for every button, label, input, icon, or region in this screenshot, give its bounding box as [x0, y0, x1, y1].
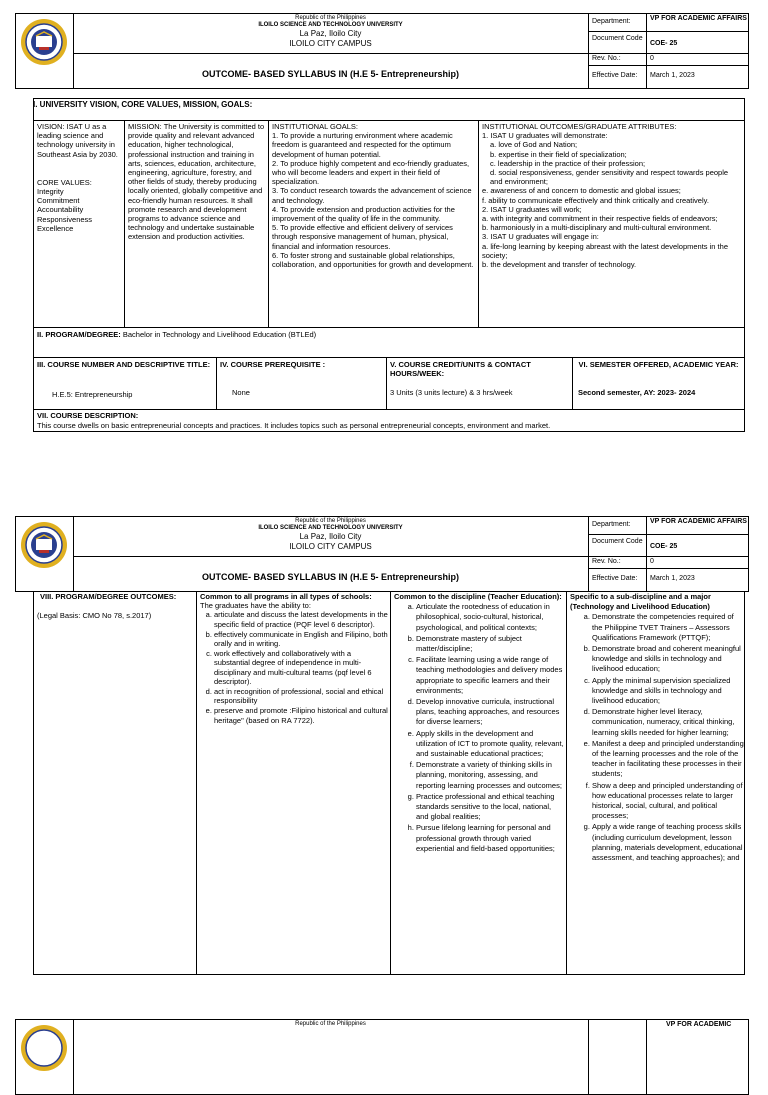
document-title: OUTCOME- BASED SYLLABUS IN (H.E 5- Entrepreneurship)	[201, 572, 460, 582]
rev-value: 0	[650, 558, 654, 565]
department-label: Department:	[592, 18, 631, 25]
institutional-goals: INSTITUTIONAL GOALS: 1. To provide a nurturing environment where academic freedom is guaranteed and respected for the optimum development of human potential. 2. To produce highly competent and eco-friendly graduates, who will become leaders and expert in their field of specialization. 3. To conduct research towards the advancement of science and technology. 4. To provide extension and production activities for the improvement of the quality of life in the community. 5. To provide effective and efficient delivery of services through responsive management of human, physical, financial and information resources. 6. To foster strong and sustainable global relationships, collaboration, and opportunities for growth and development.	[272, 122, 474, 270]
program-outcomes-heading: VIII. PROGRAM/DEGREE OUTCOMES:	[40, 592, 177, 601]
effective-label: Effective Date:	[592, 72, 638, 79]
prerequisite-heading: IV. COURSE PREREQUISITE :	[220, 360, 326, 369]
core-values-list: Integrity Commitment Accountability Responsiveness Excellence	[37, 187, 93, 233]
prerequisite-value: None	[232, 388, 250, 397]
doc-code-label: Document Code	[592, 35, 643, 42]
specific-subdiscipline: Specific to a sub-discipline and a major (Technology and Livelihood Education) a. Demonstrate the competencies required of the Philippine TVET Trainers – Assessors Qualifications Framework (PTTQF); b. Demonstrate broad and coherent meaningful knowledge and skills in technology and livelihood education; c. Apply the minimal supervision specialized knowledge and skills in technology and livelihood education; d. Demonstrate higher level literacy, communication, numeracy, critical thinking, learning skills needed for higher learning; e. Manifest a deep and principled understanding of the learning processes and the role of the teacher in facilitating these processes in their students; f. Show a deep and principled understanding of how educational processes relate to larger historical, social, cultural, and political processes; g. Apply a wide range of teaching process skills (including curriculum development, lesson planning, materials development, educational assessment, and teaching approaches); and	[570, 592, 744, 864]
university-seal-icon	[20, 18, 68, 66]
institutional-outcomes: INSTITUTIONAL OUTCOMES/GRADUATE ATTRIBUTES: 1. ISAT U graduates will demonstrate: a. love of God and Nation; b. expertise in their field of specialization; c. leadership in the practice of their profession; d. social responsiveness, gender sensitivity and respect towards people and environment; e. awareness of and concern to domestic and global issues; f. ability to communicate effectively and think critically and creatively. 2. ISAT U graduates will work; a. with integrity and commitment in their respective fields of endeavors; b. harmoniously in a multi-disciplinary and multi-cultural environment. 3. ISAT U graduates will engage in: a. life-long learning by keeping abreast with the latest developments in the society; b. the development and transfer of technology.	[482, 122, 729, 270]
program-degree: II. PROGRAM/DEGREE: Bachelor in Technology and Livelihood Education (BTLEd)	[37, 330, 317, 339]
semester-value: Second semester, AY: 2023- 2024	[578, 388, 696, 397]
document-title: OUTCOME- BASED SYLLABUS IN (H.E 5- Entrepreneurship)	[201, 69, 460, 79]
course-number-heading: III. COURSE NUMBER AND DESCRIPTIVE TITLE:	[37, 360, 211, 369]
section1-heading: I. UNIVERSITY VISION, CORE VALUES, MISSION, GOALS:	[33, 100, 253, 109]
department-value: VP FOR ACADEMIC AFFAIRS	[650, 518, 747, 525]
location-text: La Paz, Iloilo City	[299, 532, 362, 541]
course-credit-value: 3 Units (3 units lecture) & 3 hrs/week	[390, 388, 513, 397]
rev-label: Rev. No.:	[592, 558, 621, 565]
course-number-value: H.E.5: Entrepreneurship	[52, 390, 133, 399]
course-credit-heading: V. COURSE CREDIT/UNITS & CONTACT HOURS/WEEK:	[390, 360, 531, 379]
effective-label: Effective Date:	[592, 575, 638, 582]
legal-basis: (Legal Basis: CMO No 78, s.2017)	[37, 611, 152, 620]
doc-code-label: Document Code	[592, 538, 643, 545]
course-description-heading: VII. COURSE DESCRIPTION:	[37, 411, 139, 420]
course-description-text: This course dwells on basic entrepreneurial concepts and practices. It includes topics such as personal entrepreneurial concepts, environment and market.	[37, 421, 551, 430]
university-seal-icon	[20, 1024, 68, 1072]
location-text: La Paz, Iloilo City	[299, 29, 362, 38]
doc-code-value: COE- 25	[650, 40, 678, 47]
vision-text: VISION: ISAT U as a leading science and technology university in Southeast Asia by 2030.	[37, 122, 118, 159]
effective-value: March 1, 2023	[650, 72, 695, 79]
department-value: VP FOR ACADEMIC	[666, 1021, 732, 1028]
common-discipline: Common to the discipline (Teacher Education): a. Articulate the rootedness of education in philosophical, socio-cultural, historical, psychological, and political contexts; b. Demonstrate mastery of subject matter/discipline; c. Facilitate learning using a wide range of teaching methodologies and delivery modes appropriate to specific learners and their environments; d. Develop innovative curricula, instructional plans, teaching approaches, and resources for diverse learners; e. Apply skills in the development and utilization of ICT to promote quality, relevant, and sustainable educational practices; f. Demonstrate a variety of thinking skills in planning, monitoring, assessing, and reporting learning processes and outcomes; g. Practice professional and ethical teaching standards sensitive to the local, national, and global realities; h. Pursue lifelong learning for personal and professional growth through varied experiential and field-based opportunities;	[394, 592, 564, 855]
common-all-programs: Common to all programs in all types of schools: The graduates have the ability to: a. articulate and discuss the latest developments in the specific field of practice (PQF level 6 descriptor). b. effectively communicate in English and Filipino, both orally and in writing. c. work effectively and collaboratively with a substantial degree of independence in multi-disciplinary and multi-cultural teams (pqf level 6 descriptor). d. act in recognition of professional, social and ethical responsibility e. preserve and promote :Filipino historical and cultural heritage" (based on RA 7722).	[200, 592, 388, 726]
university-name: ILOILO SCIENCE AND TECHNOLOGY UNIVERSITY	[258, 22, 403, 28]
doc-code-value: COE- 25	[650, 543, 678, 550]
rev-label: Rev. No.:	[592, 55, 621, 62]
effective-value: March 1, 2023	[650, 575, 695, 582]
document-header-3	[15, 1019, 749, 1095]
core-values-heading: CORE VALUES:	[37, 178, 92, 187]
department-value: VP FOR ACADEMIC AFFAIRS	[650, 15, 747, 22]
republic-text: Republic of the Philippines	[295, 1021, 366, 1027]
document-header-1	[15, 13, 749, 89]
document-header-2	[15, 516, 749, 592]
rev-value: 0	[650, 55, 654, 62]
republic-text: Republic of the Philippines	[295, 518, 366, 524]
republic-text: Republic of the Philippines	[295, 15, 366, 21]
university-name: ILOILO SCIENCE AND TECHNOLOGY UNIVERSITY	[258, 525, 403, 531]
semester-heading: VI. SEMESTER OFFERED, ACADEMIC YEAR:	[578, 360, 739, 369]
university-seal-icon	[20, 521, 68, 569]
mission-text: MISSION: The University is committed to provide quality and relevant advanced education, higher technological, professional instruction and training in arts, sciences, education, architecture, engineering, agriculture, forestry, and other fields of study, thereby producing locally oriented, globally competitive and eco-friendly human resources. It shall promote research and development programs to advance science and technology and undertake sustainable extension and production activities.	[128, 122, 265, 242]
campus-text: ILOILO CITY CAMPUS	[289, 39, 372, 48]
department-label: Department:	[592, 521, 631, 528]
campus-text: ILOILO CITY CAMPUS	[289, 542, 372, 551]
